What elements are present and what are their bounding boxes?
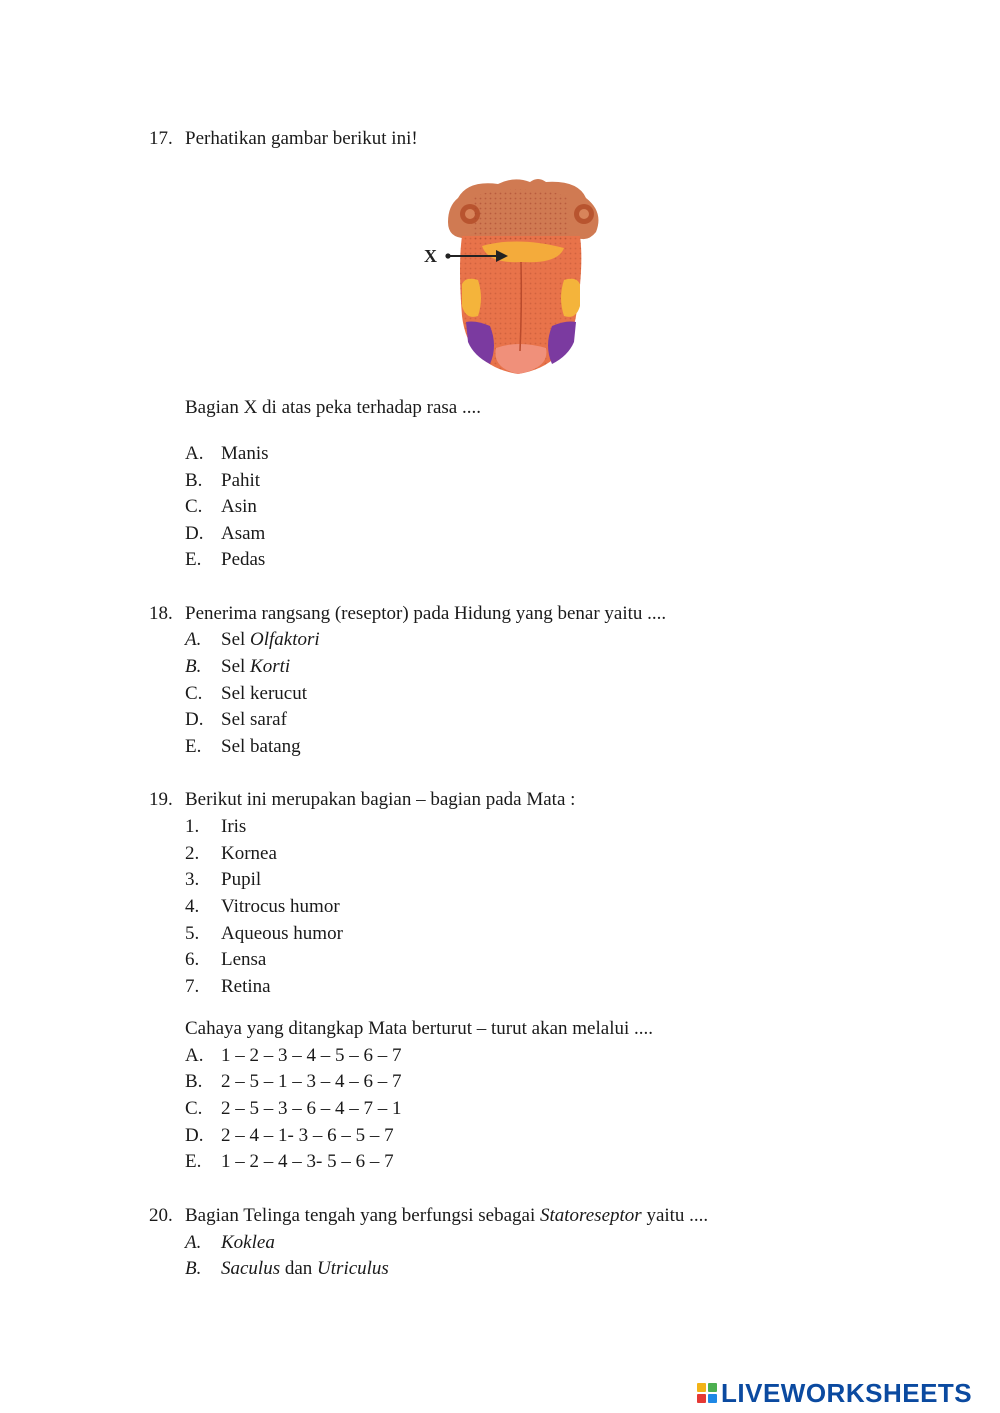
- option-text: Pahit: [221, 470, 261, 491]
- option-label: A.: [185, 443, 204, 464]
- option-text: 1 – 2 – 3 – 4 – 5 – 6 – 7: [221, 1045, 402, 1066]
- liveworksheets-icon: [697, 1383, 717, 1403]
- option-text: Sel Olfaktori: [221, 629, 320, 650]
- option-label: D.: [185, 523, 204, 544]
- question-number: 20.: [149, 1205, 173, 1226]
- option-text: 2 – 5 – 3 – 6 – 4 – 7 – 1: [221, 1098, 402, 1119]
- question-number: 17.: [149, 128, 173, 149]
- question-text: Penerima rangsang (reseptor) pada Hidung yang benar yaitu ....: [185, 603, 667, 624]
- option-label: A.: [185, 1232, 202, 1253]
- question-17: [0, 128, 1000, 150]
- option-text: Asam: [221, 523, 266, 544]
- option-text: Pedas: [221, 549, 266, 570]
- option-text: Asin: [221, 496, 257, 517]
- option-text: Saculus dan Utriculus: [221, 1258, 389, 1279]
- question-text: Bagian Telinga tengah yang berfungsi sebagai Statoreseptor yaitu ....: [185, 1205, 709, 1226]
- figure-label-x: X: [424, 246, 437, 266]
- option-label: E.: [185, 736, 202, 757]
- option-label: E.: [185, 549, 202, 570]
- question-text: Perhatikan gambar berikut ini!: [185, 128, 418, 149]
- option-label: C.: [185, 496, 203, 517]
- option-label: A.: [185, 1045, 204, 1066]
- option-text: 1 – 2 – 4 – 3- 5 – 6 – 7: [221, 1151, 394, 1172]
- option-label: B.: [185, 656, 202, 677]
- option-text: Sel saraf: [221, 709, 287, 730]
- option-label: D.: [185, 709, 204, 730]
- option-text: Sel Korti: [221, 656, 291, 677]
- question-text: Berikut ini merupakan bagian – bagian pada Mata :: [185, 789, 576, 810]
- option-label: B.: [185, 1071, 203, 1092]
- option-label: A.: [185, 629, 202, 650]
- question-number: 19.: [149, 789, 173, 810]
- question-prompt: Bagian X di atas peka terhadap rasa ....: [185, 397, 481, 418]
- question-prompt: Cahaya yang ditangkap Mata berturut – turut akan melalui ....: [185, 1018, 653, 1039]
- tongue-diagram: [418, 176, 618, 378]
- question-number: 18.: [149, 603, 173, 624]
- option-label: E.: [185, 1151, 202, 1172]
- option-label: C.: [185, 1098, 203, 1119]
- option-label: C.: [185, 683, 203, 704]
- option-label: B.: [185, 1258, 202, 1279]
- option-label: B.: [185, 470, 203, 491]
- liveworksheets-logo[interactable]: [697, 1378, 972, 1408]
- watermark-text: LIVEWORKSHEETS: [721, 1377, 973, 1408]
- option-text: Sel batang: [221, 736, 301, 757]
- option-label: D.: [185, 1125, 204, 1146]
- option-text: Sel kerucut: [221, 683, 308, 704]
- option-text: Manis: [221, 443, 269, 464]
- option-text: 2 – 5 – 1 – 3 – 4 – 6 – 7: [221, 1071, 402, 1092]
- option-text: Koklea: [221, 1232, 275, 1253]
- option-text: 2 – 4 – 1- 3 – 6 – 5 – 7: [221, 1125, 394, 1146]
